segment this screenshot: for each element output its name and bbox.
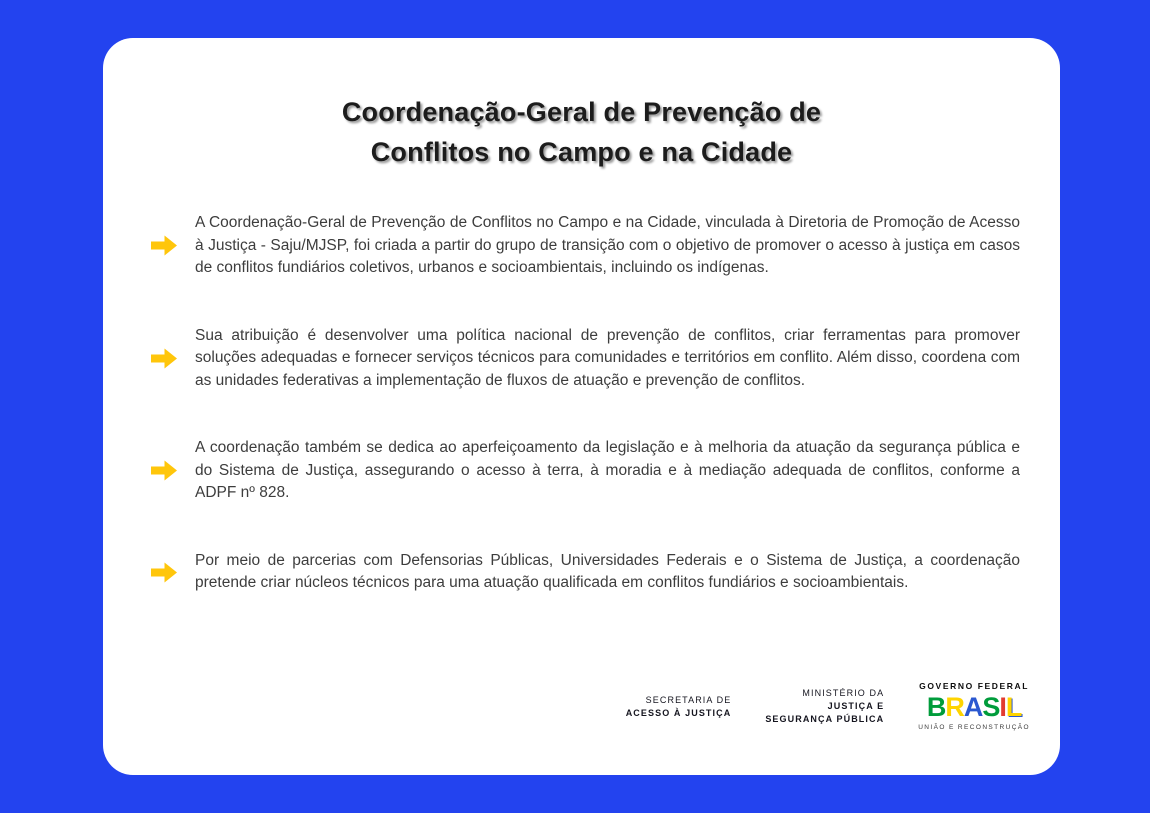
secretaria-line2: ACESSO À JUSTIÇA xyxy=(625,707,732,718)
footer-logos xyxy=(626,680,1030,733)
page-title-line2: Conflitos no Campo e na Cidade xyxy=(370,137,793,167)
brasil-letter: R xyxy=(945,692,964,722)
bullet-paragraph: A coordenação também se dedica ao aperfeiçoamento da legislação e à melhoria da atuação da segurança pública e do Sistema de Justiça, assegurando o acesso à terra, à moradia e à mediação adequada de conflitos, conforme a ADPF nº 828. xyxy=(195,439,1020,501)
list-item xyxy=(150,212,1020,280)
secretaria-line1: SECRETARIA DE xyxy=(645,694,732,705)
bullet-paragraph: A Coordenação-Geral de Prevenção de Conflitos no Campo e na Cidade, vinculada à Diretoria de Promoção de Acesso à Justiça - Saju/MJSP, foi criada a partir do grupo de transição com o objetivo de promover o acesso à justiça em casos de conflitos fundiários coletivos, urbanos e socioambientais, incluindo os indígenas. xyxy=(195,214,1020,276)
page-title xyxy=(103,92,1060,172)
arrow-right-icon xyxy=(150,561,178,584)
ministerio-line2: JUSTIÇA E xyxy=(827,701,885,711)
brasil-letter: L xyxy=(1005,692,1022,722)
brasil-letter: B xyxy=(926,692,946,722)
secretaria-acesso-justica-logo xyxy=(626,694,732,720)
ministerio-line1: MINISTÉRIO DA xyxy=(802,688,885,698)
bullet-list xyxy=(103,212,1060,595)
list-item xyxy=(150,437,1020,505)
ministerio-line3: SEGURANÇA PÚBLICA xyxy=(765,714,885,724)
slide-card xyxy=(103,38,1060,775)
arrow-right-icon xyxy=(150,234,178,257)
brasil-letter: A xyxy=(963,692,983,722)
governo-federal-brasil-logo xyxy=(918,680,1030,733)
list-item xyxy=(150,550,1020,595)
arrow-right-icon xyxy=(150,459,178,482)
ministerio-justica-logo xyxy=(765,687,884,726)
uniao-reconstrucao-label: UNIÃO E RECONSTRUÇÃO xyxy=(918,724,1030,731)
governo-federal-label: GOVERNO FEDERAL xyxy=(919,681,1030,691)
brasil-wordmark xyxy=(918,692,1030,722)
page-title-line1: Coordenação-Geral de Prevenção de xyxy=(341,97,822,127)
brasil-letter: S xyxy=(982,692,1000,722)
bullet-paragraph: Por meio de parcerias com Defensorias Públicas, Universidades Federais e o Sistema de Justiça, a coordenação pretende criar núcleos técnicos para uma atuação qualificada em conflitos fundiários e socioambientais. xyxy=(195,551,1020,591)
arrow-right-icon xyxy=(150,347,178,370)
bullet-paragraph: Sua atribuição é desenvolver uma política nacional de prevenção de conflitos, criar ferramentas para promover soluções adequadas e fornecer serviços técnicos para comunidades e territórios em conflito. Além disso, coordena com as unidades federativas a implementação de fluxos de atuação e prevenção de conflitos. xyxy=(195,326,1020,389)
list-item xyxy=(150,325,1020,393)
brasil-letter: I xyxy=(999,692,1006,722)
